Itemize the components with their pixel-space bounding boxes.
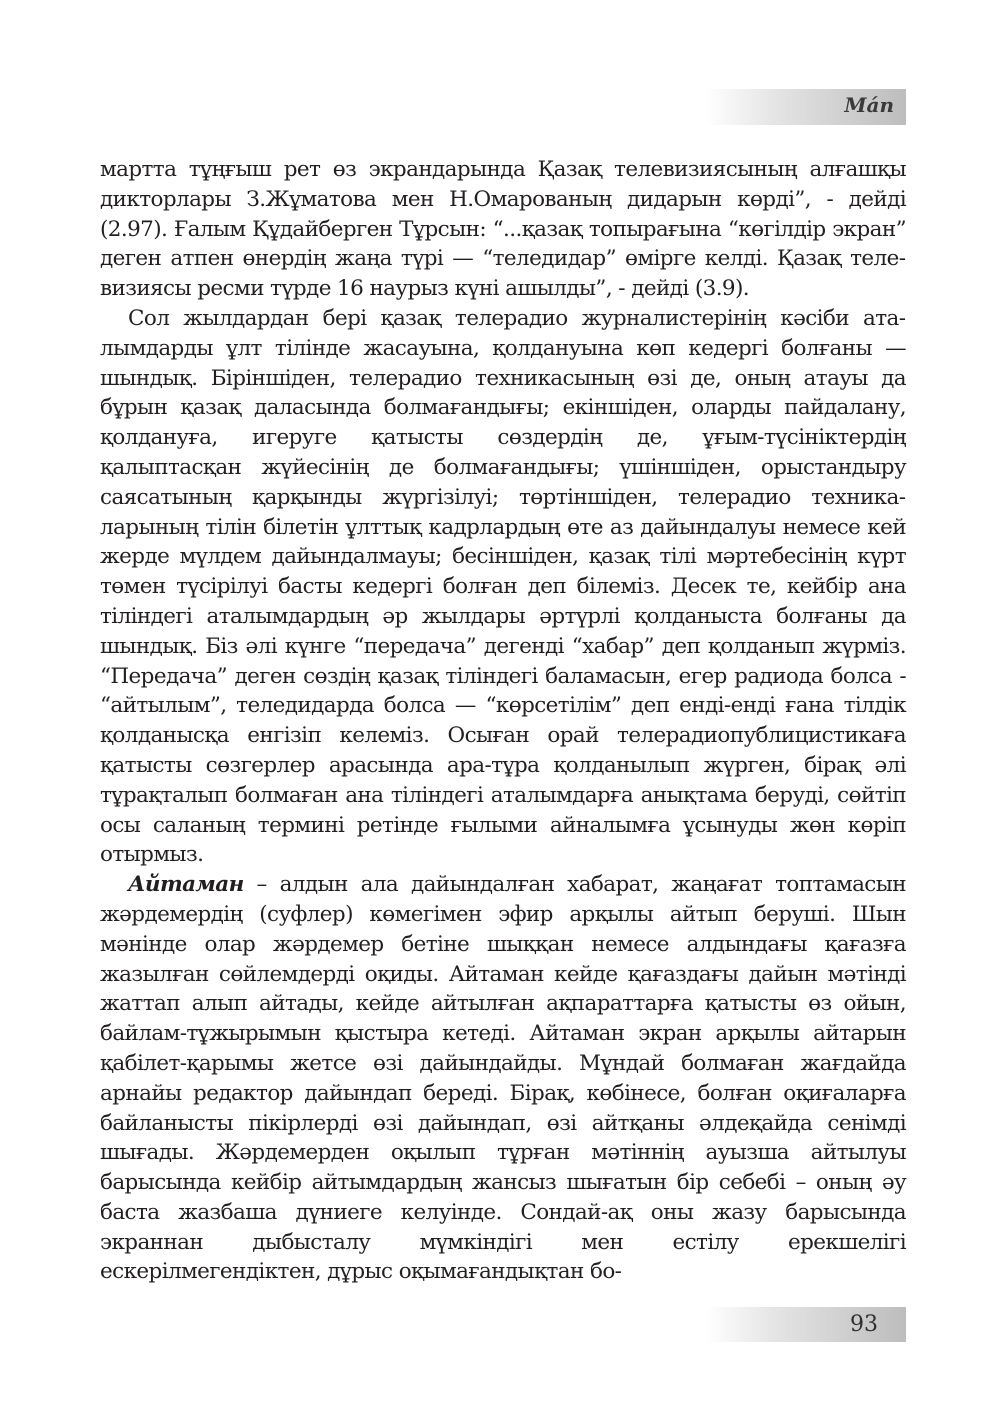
running-header-label: Мáп xyxy=(844,93,894,117)
footer-band xyxy=(706,1307,906,1342)
paragraph-1: мартта тұңғыш рет өз экрандарында Қазақ телевизиясының алғашқы дикторлары З.Жұматова мен Н.Омарованың дидарын көрді”, - дейді (2.97). Ғалым Құдайберген Тұрсын: “...қазақ топырағына “көгілдір экран” деген атпен өнердің жаңа түрі — “теледидар” өмірге келді. Қазақ телевизиясы ресми түрде 16 наурыз күні ашылды”, - дейді (3.9). xyxy=(100,157,906,302)
defined-term: Айтаман xyxy=(128,872,244,898)
page-number: 93 xyxy=(850,1312,878,1337)
running-header-band xyxy=(706,89,906,125)
term-definition: – алдын ала дайындалған хабарат, жаңағат топтамасын жәрдемердің (суфлер) көмегімен эфир арқылы айтып беруші. Шын мәнінде олар жәрдемер бетіне шыққан немесе алдындағы қағазға жазылған сөйлемдерді оқиды. Айтаман кейде қағаздағы дайын мәтінді жаттап алып айтады, кейде айтылған ақпараттарға қатысты өз ойын, байлам-тұжырымын қыстыра кетеді. Айтаман экран арқылы айтарын қабілет-қарымы жетсе өзі дайындайды. Мұндай болмаған жағдайда арнайы редактор дайындап береді. Бірақ, көбінесе, болған оқиғаларға байланысты пікірлерді өзі дайындап, өзі айтқаны әлдеқайда сенімді шығады. Жәрдемерден оқылып тұрған мәтіннің ауызша айтылуы барысында кейбір айтымдардың жансыз шығатын бір себебі – оның әу баста жазбаша дүниеге келуінде. Сондай-ақ оны жазу барысында экраннан дыбысталу мүмкіндігі мен естілу ерекшелігі ескерілмегендіктен, дұрыс оқымағандықтан бо- xyxy=(100,872,906,1285)
page-body xyxy=(100,155,906,1287)
paragraph-2: Сол жылдардан бері қазақ телерадио журналистерінің кәсіби аталымдарды ұлт тілінде жасауына, қолдануына көп кедергі болғаны — шындық. Біріншіден, телерадио техникасының өзі де, оның атауы да бұрын қазақ даласында болмағандығы; екіншіден, оларды пайдалану, қолдануға, игеруге қатысты сөздердің де, ұғым-түсініктердің қалыптасқан жүйесінің де болмағандығы; үшіншіден, орыстандыру саясатының қарқынды жүргізілуі; төртіншіден, телерадио техникаларының тілін білетін ұлттық кадрлардың өте аз дайындалуы немесе кей жерде мүлдем дайындалмауы; бесіншіден, қазақ тілі мәртебесінің күрт төмен түсірілуі басты кедергі болған деп білеміз. Десек те, кейбір ана тіліндегі аталымдардың әр жылдары әртүрлі қолданыста болғаны да шындық. Біз әлі күнге “передача” дегенді “хабар” деп қолданып жүрміз. “Передача” деген сөздің қазақ тіліндегі баламасын, егер радиода болса - “айтылым”, теледидарда болса — “көрсетілім” деп енді-енді ғана тілдік қолданысқа енгізіп келеміз. Осыған орай телерадиопублицистикаға қатысты сөзгерлер арасында ара-тұра қолданылып жүрген, бірақ әлі тұрақталып болмаған ана тіліндегі аталымдарға анықтама беруді, сөйтіп осы саланың термині ретінде ғылыми айналымға ұсынуды жөн көріп отырмыз. xyxy=(100,305,906,868)
paragraph-3 xyxy=(100,870,906,1287)
